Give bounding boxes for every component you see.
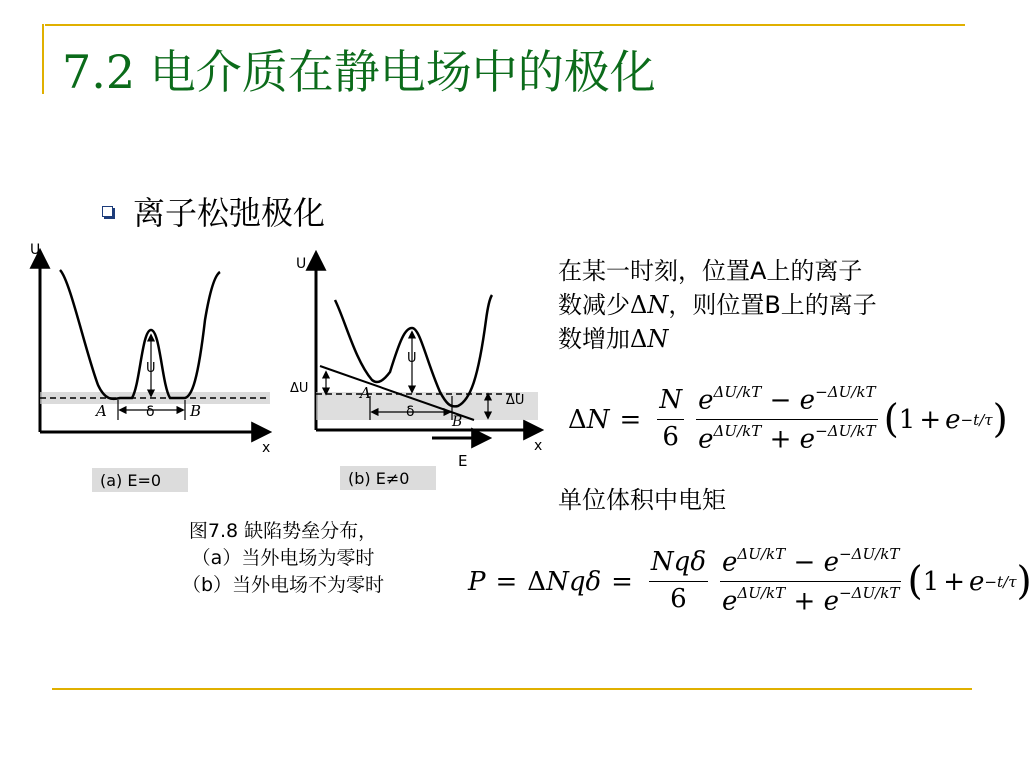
equation-delta-n: Δ N = $\frac{N}{6}$ $\frac{e^{\Delta U/kT} - e^{-\Delta U/kT}}{e^{\Delta U/kT} + e^{-\Delta U/kT}}$ ( 1 + e −t/τ ) xyxy=(568,383,1008,455)
description-line-1: 在某一时刻，位置A上的离子 xyxy=(558,257,863,285)
panel-b-e-label: E xyxy=(458,452,468,470)
panel-b-diagram xyxy=(290,254,542,490)
caption-line-2: （a）当外电场为零时 xyxy=(191,547,375,569)
description-line-2: 数减少ΔN，则位置B上的离子 xyxy=(558,291,877,319)
bullet-text: 离子松弛极化 xyxy=(133,194,326,232)
panel-a-caption: (a) E=0 xyxy=(100,471,162,490)
panel-b-du-left-label: ΔU xyxy=(290,381,309,396)
description-text xyxy=(558,254,978,356)
panel-b-delta-label: δ xyxy=(406,404,415,420)
caption-line-1: 图7.8 缺陷势垒分布， xyxy=(188,520,378,542)
figure-caption xyxy=(138,518,428,599)
panel-b-du-right-label: ΔU xyxy=(506,393,525,408)
panel-a-axis-x-label: x xyxy=(262,440,271,456)
panel-a-potential-curve xyxy=(60,270,220,399)
panel-a-label-a: A xyxy=(96,402,107,420)
description-line-3: 数增加ΔN xyxy=(558,325,669,353)
panel-b-label-b: B xyxy=(452,414,463,430)
caption-line-3: （b）当外电场不为零时 xyxy=(181,574,385,596)
panel-a-delta-label: δ xyxy=(146,404,155,420)
panel-a-diagram xyxy=(30,242,270,492)
panel-a-u-label: U xyxy=(146,361,156,376)
panel-a-axis-u-label: U xyxy=(30,242,41,258)
panel-a-label-b: B xyxy=(190,402,202,420)
panel-b-label-a: A xyxy=(360,384,371,402)
panel-b-u-label: U xyxy=(407,351,417,366)
panel-b-caption: (b) E≠0 xyxy=(348,469,410,488)
slide-title: 7.2 电介质在静电场中的极化 xyxy=(62,45,656,99)
section-subhead: 单位体积中电矩 xyxy=(558,486,726,514)
panel-b-axis-u-label: U xyxy=(296,256,307,272)
equation-polarization: P = Δ Nqδ = $\frac{\text{Nqδ}}{6}$ $\frac{e^{\Delta U/kT} - e^{-\Delta U/kT}}{e^{\Delta U/kT} + e^{-\Delta U/kT}}$ ( 1 + e −t/τ ) xyxy=(468,545,1032,617)
panel-b-axis-x-label: x xyxy=(534,438,543,454)
